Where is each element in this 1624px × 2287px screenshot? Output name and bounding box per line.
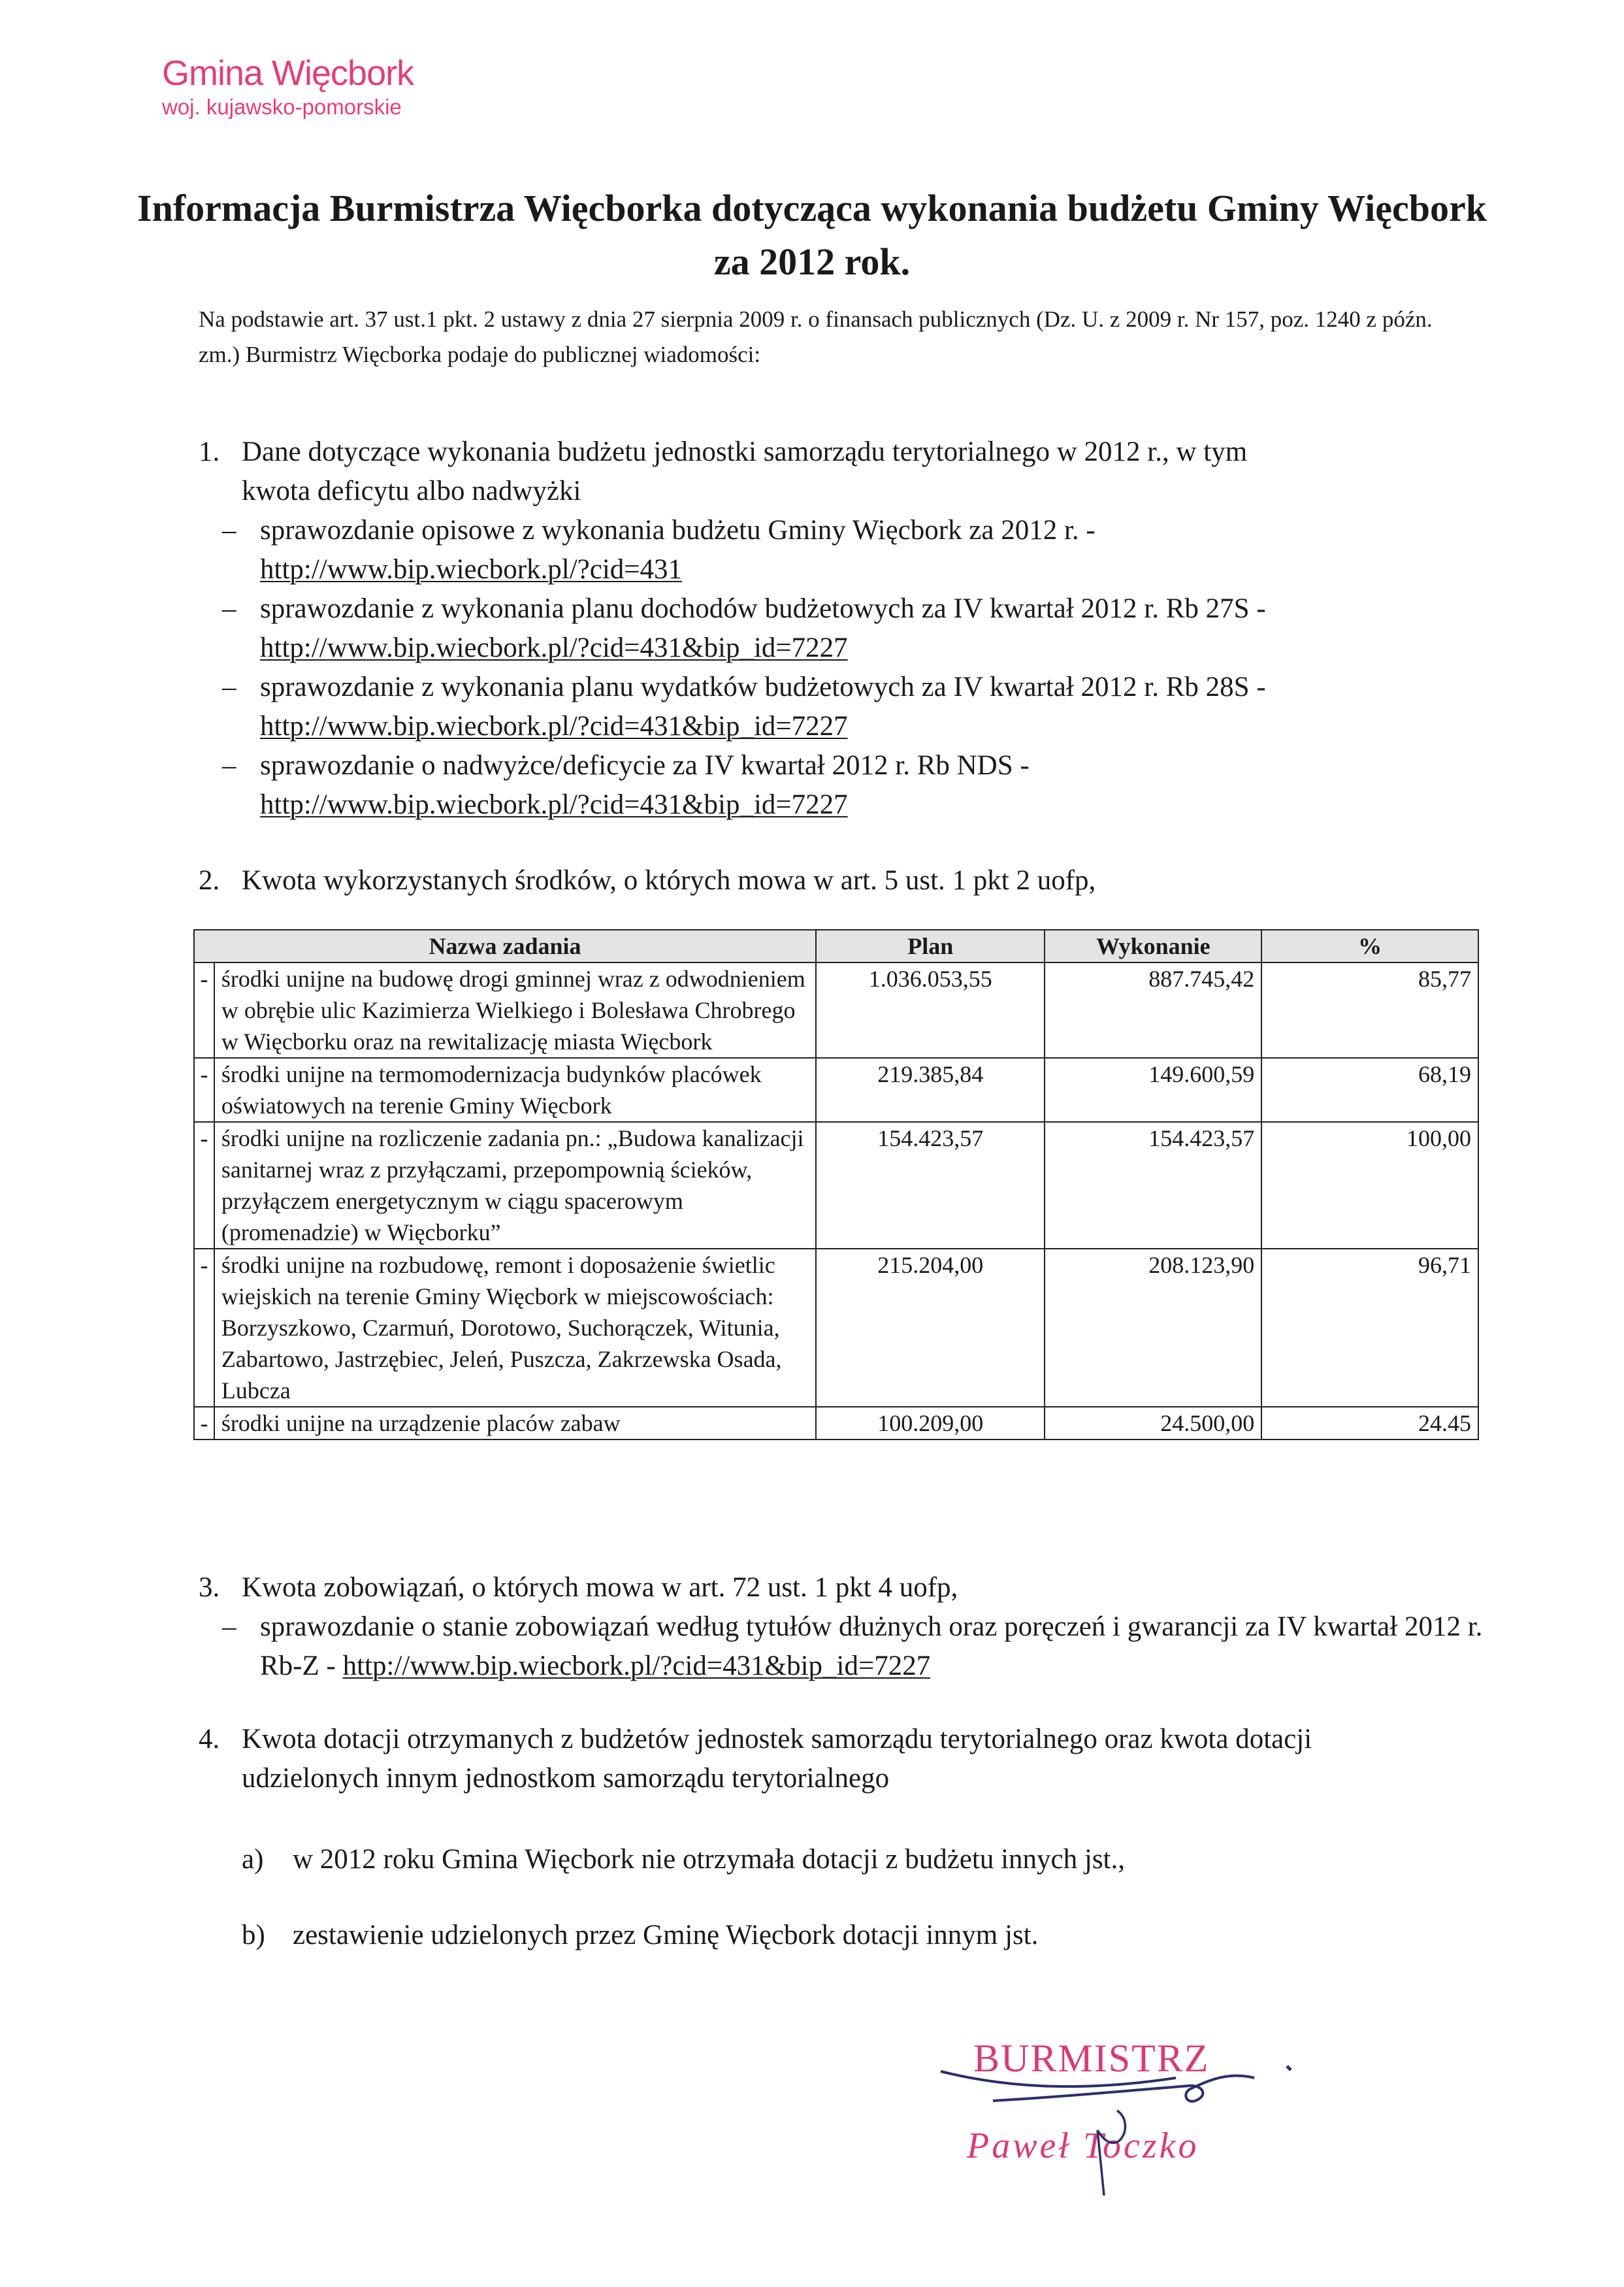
intro-paragraph: Na podstawie art. 37 ust.1 pkt. 2 ustawy z dnia 27 sierpnia 2009 r. o finansach publicznych (Dz. U. z 2009 r. Nr 157, poz. 1240 z późn. zm.) Burmistrz Więcborka podaje do publicznej wiadomości: (199, 306, 1433, 367)
execution-value: 887.745,42 (1045, 963, 1261, 1058)
stamp-title: BURMISTRZ (973, 2037, 1210, 2080)
plan-value: 219.385,84 (816, 1058, 1045, 1122)
section-3-heading: Kwota zobowiązań, o których mowa w art. 72 ust. 1 pkt 4 uofp, (242, 1572, 958, 1603)
document-title: Informacja Burmistrza Więcborka dotycząca wykonania budżetu Gminy Więcbork za 2012 rok. (137, 187, 1487, 283)
execution-value: 24.500,00 (1045, 1407, 1261, 1440)
table-row (194, 1249, 1478, 1407)
plan-value: 1.036.053,55 (816, 963, 1045, 1058)
row-dash: - (194, 1058, 214, 1122)
execution-value: 149.600,59 (1045, 1058, 1261, 1122)
table-row (194, 963, 1478, 1058)
sub-item-a (242, 1840, 1483, 1879)
signature-icon (901, 2032, 1320, 2202)
list-item-text (260, 1607, 1488, 1686)
list-item-text (260, 511, 1501, 589)
list-item-label: sprawozdanie o nadwyżce/deficycie za IV kwartał 2012 r. Rb NDS - (260, 750, 1030, 781)
row-dash: - (194, 1122, 214, 1249)
row-dash: - (194, 963, 214, 1058)
bip-link[interactable]: http://www.bip.wiecbork.pl/?cid=431&bip_id=7227 (260, 711, 848, 742)
logo-region: woj. kujawsko-pomorskie (162, 95, 402, 119)
section-3-number: 3. (199, 1572, 220, 1603)
percent-value: 96,71 (1261, 1249, 1478, 1407)
list-item (222, 589, 1496, 668)
task-name: środki unijne na termomodernizacja budynków placówek oświatowych na terenie Gminy Więcbork (214, 1058, 816, 1122)
table-row (194, 1407, 1478, 1440)
percent-value: 85,77 (1261, 963, 1478, 1058)
list-item-text (260, 589, 1501, 668)
list-item-label: sprawozdanie z wykonania planu dochodów budżetowych za IV kwartał 2012 r. Rb 27S - (260, 593, 1266, 624)
bip-link[interactable]: http://www.bip.wiecbork.pl/?cid=431&bip_id=7227 (342, 1651, 931, 1681)
sub-item-a-label: a) (242, 1844, 264, 1875)
list-item (222, 668, 1496, 746)
section-4-heading: Kwota dotacji otrzymanych z budżetów jednostek samorządu terytorialnego oraz kwota dotacji udzielonych innym jednostkom samorządu terytorialnego (242, 1724, 1312, 1794)
column-header-plan: Plan (816, 930, 1045, 963)
sub-item-a-text: w 2012 roku Gmina Więcbork nie otrzymała dotacji z budżetu innych jst., (293, 1844, 1126, 1875)
percent-value: 24.45 (1261, 1407, 1478, 1440)
task-name: środki unijne na urządzenie placów zabaw (214, 1407, 816, 1440)
list-item-label: sprawozdanie z wykonania planu wydatków budżetowych za IV kwartał 2012 r. Rb 28S - (260, 672, 1266, 702)
task-name: środki unijne na budowę drogi gminnej wraz z odwodnieniem w obrębie ulic Kazimierza Wielkiego i Bolesława Chrobrego w Więcborku oraz na rewitalizację miasta Więcbork (214, 963, 816, 1058)
row-dash: - (194, 1407, 214, 1440)
list-item (222, 1607, 1496, 1686)
mayor-stamp (901, 2032, 1320, 2202)
percent-value: 100,00 (1261, 1122, 1478, 1249)
sub-item-b-text: zestawienie udzielonych przez Gminę Więcbork dotacji innym jst. (293, 1920, 1039, 1950)
execution-value: 208.123,90 (1045, 1249, 1261, 1407)
dash-bullet: – (222, 1611, 236, 1642)
list-item (222, 746, 1496, 825)
dash-bullet: – (222, 515, 236, 546)
list-item (222, 511, 1496, 589)
dash-bullet: – (222, 672, 236, 702)
table-row (194, 1058, 1478, 1122)
section-4-number: 4. (199, 1724, 220, 1754)
row-dash: - (194, 1249, 214, 1407)
column-header-name: Nazwa zadania (194, 930, 816, 963)
table-row (194, 1122, 1478, 1249)
sub-item-b-label: b) (242, 1920, 265, 1950)
percent-value: 68,19 (1261, 1058, 1478, 1122)
table-header-row (194, 930, 1478, 963)
list-item-label: sprawozdanie opisowe z wykonania budżetu Gminy Więcbork za 2012 r. - (260, 515, 1096, 546)
logo-name: Gmina Więcbork (162, 54, 414, 93)
dash-bullet: – (222, 593, 236, 624)
sub-item-b (242, 1916, 1483, 1955)
bip-link[interactable]: http://www.bip.wiecbork.pl/?cid=431&bip_id=7227 (260, 633, 848, 663)
list-item-text (260, 746, 1501, 825)
column-header-execution: Wykonanie (1045, 930, 1261, 963)
municipality-logo (162, 52, 414, 120)
plan-value: 100.209,00 (816, 1407, 1045, 1440)
execution-value: 154.423,57 (1045, 1122, 1261, 1249)
plan-value: 215.204,00 (816, 1249, 1045, 1407)
funds-table (193, 929, 1479, 1440)
list-item-label: sprawozdanie o stanie zobowiązań według tytułów dłużnych oraz poręczeń i gwarancji za IV kwartał 2012 r. Rb-Z - (260, 1611, 1483, 1681)
section-1-number: 1. (199, 436, 220, 467)
dash-bullet: – (222, 750, 236, 781)
stamp-name: Paweł Toczko (967, 2126, 1199, 2166)
section-1-heading: Dane dotyczące wykonania budżetu jednostki samorządu terytorialnego w 2012 r., w tym kwota deficytu albo nadwyżki (242, 436, 1248, 506)
list-item-text (260, 668, 1501, 746)
task-name: środki unijne na rozliczenie zadania pn.: „Budowa kanalizacji sanitarnej wraz z przyłączami, przepompownią ścieków, przyłączem energetycznym w ciągu spacerowym (promenadzie) w Więcborku” (214, 1122, 816, 1249)
section-2-number: 2. (199, 865, 220, 896)
column-header-percent: % (1261, 930, 1478, 963)
bip-link[interactable]: http://www.bip.wiecbork.pl/?cid=431&bip_id=7227 (260, 789, 848, 820)
bip-link[interactable]: http://www.bip.wiecbork.pl/?cid=431 (260, 554, 683, 585)
task-name: środki unijne na rozbudowę, remont i doposażenie świetlic wiejskich na terenie Gminy Więcbork w miejscowościach: Borzyszkowo, Czarmuń, Dorotowo, Suchorączek, Witunia, Zabartowo, Jastrzębiec, Jeleń, Puszcza, Zakrzewska Osada, Lubcza (214, 1249, 816, 1407)
section-2-heading: Kwota wykorzystanych środków, o których mowa w art. 5 ust. 1 pkt 2 uofp, (242, 865, 1096, 896)
plan-value: 154.423,57 (816, 1122, 1045, 1249)
